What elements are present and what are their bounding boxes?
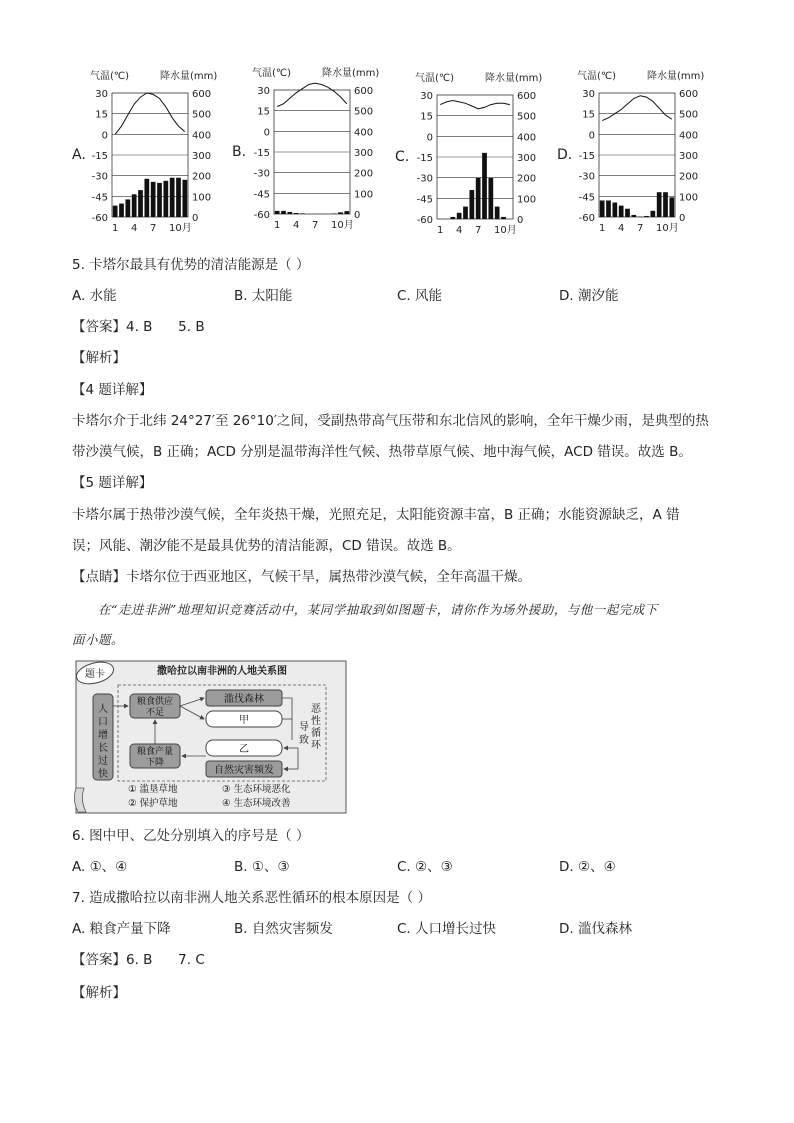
- chart-precip-tick: 200: [354, 168, 374, 180]
- chart-temp-tick: -15: [578, 151, 595, 162]
- chart-x-tick: 1: [273, 220, 281, 231]
- q7-stem: 7. 造成撒哈拉以南非洲人地关系恶性循环的根本原因是（ ）: [72, 890, 431, 906]
- chart-precip-title: 降水量(mm): [485, 73, 543, 84]
- answer-text-2: 6. B 7. C: [126, 952, 205, 968]
- chart-precip-tick: 100: [192, 192, 212, 204]
- disaster-text: 自然灾害频发: [214, 765, 274, 776]
- chart-precip-bar: [469, 190, 474, 219]
- chart-precip-bar: [619, 206, 624, 217]
- chart-precip-bar: [650, 211, 655, 217]
- chart-precip-bar: [300, 213, 305, 214]
- chart-precip-bar: [600, 200, 605, 217]
- intro-line2: 面小题。: [72, 632, 125, 647]
- answer-67: [72, 950, 205, 970]
- analysis-label-2: 【解析】: [72, 985, 126, 1001]
- answer-45: [72, 317, 205, 337]
- detail4-title: 【4 题详解】: [72, 382, 153, 398]
- chart-precip-tick: 400: [517, 132, 537, 144]
- q7-option-c[interactable]: C. 人口增长过快: [397, 921, 497, 937]
- chart-precip-bar: [476, 178, 481, 219]
- climate-charts-svg: [0, 60, 794, 250]
- chart-x-tick: 4: [292, 220, 300, 231]
- chart-precip-tick: 600: [517, 91, 537, 102]
- chart-precip-tick: 200: [517, 173, 537, 185]
- chart-precip-tick: 200: [192, 171, 212, 183]
- detail5-title: 【5 题详解】: [72, 475, 153, 491]
- chart-letter: D.: [557, 147, 573, 163]
- chart-precip-bar: [612, 203, 617, 217]
- chart-temp-tick: -15: [253, 148, 270, 159]
- chart-precip-bar: [625, 209, 630, 217]
- chart-precip-tick: 300: [679, 151, 699, 162]
- chart-precip-bar: [495, 207, 500, 219]
- chart-temp-tick: -45: [416, 194, 433, 206]
- q5-stem: 5. 卡塔尔最具有优势的清洁能源是（ ）: [72, 257, 310, 273]
- q6-stem: 6. 图中甲、乙处分别填入的序号是（ ）: [72, 828, 310, 844]
- chart-precip-bar: [287, 212, 292, 214]
- chart-precip-tick: 100: [517, 194, 537, 206]
- chart-temp-tick: -30: [578, 171, 595, 183]
- chart-x-tick: 7: [474, 225, 482, 236]
- chart-precip-tick: 500: [192, 109, 212, 121]
- chart-temp-tick: -15: [91, 151, 108, 162]
- chart-precip-bar: [294, 213, 299, 214]
- chart-temp-tick: -45: [253, 189, 270, 201]
- chart-x-tick: 7: [149, 223, 157, 234]
- jia-text: 甲: [239, 715, 249, 726]
- chart-precip-tick: 500: [354, 106, 374, 118]
- answer-text: 4. B 5. B: [126, 319, 205, 335]
- chart-temp-tick: -30: [91, 171, 108, 183]
- q6-option-b[interactable]: B. ①、③: [234, 859, 290, 875]
- dianjing-text: 卡塔尔位于西亚地区，气候干旱，属热带沙漠气候，全年高温干燥。: [126, 569, 531, 585]
- chart-letter: B.: [232, 144, 247, 160]
- legend-1: ① 滥垦草地: [128, 784, 178, 795]
- chart-precip-bar: [482, 153, 487, 219]
- chart-precip-title: 降水量(mm): [322, 68, 380, 79]
- dianjing: [72, 567, 531, 587]
- q7-option-a[interactable]: A. 粮食产量下降: [72, 921, 171, 937]
- chart-x-tick: 10月: [169, 223, 192, 234]
- q6-option-c[interactable]: C. ②、③: [397, 859, 453, 875]
- analysis-label: 【解析】: [72, 350, 126, 366]
- chart-precip-bar: [138, 190, 143, 217]
- chart-precip-bar: [119, 204, 124, 217]
- detail5-line2: 误；风能、潮汐能不是最具优势的清洁能源，CD 错误。故选 B。: [72, 538, 461, 554]
- climate-charts-row: [0, 60, 794, 250]
- chart-precip-tick: 300: [192, 151, 212, 162]
- chart-temp-tick: 30: [420, 91, 433, 102]
- q5-option-a[interactable]: A. 水能: [72, 288, 117, 304]
- chart-precip-bar: [151, 182, 156, 217]
- chart-precip-tick: 0: [354, 210, 361, 221]
- chart-x-tick: 1: [111, 223, 119, 234]
- chart-temp-tick: 15: [420, 111, 433, 123]
- chart-precip-bar: [157, 183, 162, 217]
- diagram-card: [72, 660, 348, 816]
- chart-x-tick: 4: [617, 223, 625, 234]
- chart-precip-title: 降水量(mm): [160, 71, 218, 82]
- detail4-line1: 卡塔尔介于北纬 24°27′至 26°10′之间，受副热带高气压带和东北信风的影响，全年干燥少雨，是典型的热: [72, 413, 709, 429]
- chart-temp-tick: 0: [101, 130, 108, 142]
- chart-x-tick: 4: [455, 225, 463, 236]
- chart-precip-bar: [450, 217, 455, 219]
- chart-precip-bar: [144, 179, 149, 217]
- q6-option-a[interactable]: A. ①、④: [72, 859, 128, 875]
- chart-temp-tick: 0: [263, 127, 270, 139]
- chart-temp-tick: 15: [95, 109, 108, 121]
- chart-precip-tick: 600: [354, 86, 374, 97]
- detail4-line2: 带沙漠气候，B 正确；ACD 分别是温带海洋性气候、热带草原气候、地中海气候，ACD 错误。故选 B。: [72, 444, 692, 460]
- chart-precip-bar: [344, 211, 349, 214]
- chart-x-tick: 10月: [656, 223, 679, 234]
- cycle-text: 恶性循环: [311, 704, 321, 751]
- chart-x-tick: 1: [598, 223, 606, 234]
- deforest-text: 滥伐森林: [224, 694, 264, 705]
- food-output-text: 粮食产量下降: [136, 747, 174, 768]
- diagram-svg: [72, 660, 348, 816]
- chart-x-tick: 7: [311, 220, 319, 231]
- detail5-line1: 卡塔尔属于热带沙漠气候，全年炎热干燥，光照充足，太阳能资源丰富，B 正确；水能资源缺乏，A 错: [72, 507, 680, 523]
- lead-text: 导致: [299, 722, 309, 746]
- chart-precip-bar: [281, 211, 286, 214]
- chart-precip-bar: [275, 211, 280, 214]
- chart-temp-tick: -60: [578, 213, 595, 224]
- chart-precip-tick: 200: [679, 171, 699, 183]
- chart-precip-bar: [182, 180, 187, 217]
- chart-temp-tick: 15: [582, 109, 595, 121]
- chart-precip-bar: [176, 178, 181, 217]
- chart-precip-bar: [132, 194, 137, 217]
- chart-precip-tick: 500: [517, 111, 537, 123]
- chart-precip-bar: [644, 216, 649, 217]
- chart-temp-tick: -15: [416, 153, 433, 164]
- chart-precip-tick: 600: [679, 89, 699, 100]
- dianjing-label: 【点睛】: [72, 569, 126, 585]
- pop-text: 人口增长过快: [98, 704, 108, 780]
- chart-temp-tick: -60: [416, 215, 433, 226]
- chart-temp-tick: -30: [253, 168, 270, 180]
- q5-option-b[interactable]: B. 太阳能: [234, 288, 293, 304]
- legend-4: ④ 生态环境改善: [222, 798, 291, 809]
- yi-text: 乙: [239, 744, 249, 755]
- chart-precip-tick: 300: [517, 153, 537, 164]
- chart-temp-line: [440, 101, 510, 109]
- chart-precip-bar: [663, 192, 668, 217]
- chart-temp-title: 气温(℃): [252, 68, 292, 79]
- legend-3: ③ 生态环境恶化: [222, 784, 291, 795]
- chart-x-tick: 1: [436, 225, 444, 236]
- answer-label-2: 【答案】: [72, 952, 126, 968]
- chart-precip-tick: 100: [679, 192, 699, 204]
- answer-label: 【答案】: [72, 319, 126, 335]
- chart-precip-tick: 300: [354, 148, 374, 159]
- chart-precip-tick: 100: [354, 189, 374, 201]
- chart-precip-tick: 0: [192, 213, 199, 224]
- chart-temp-tick: 30: [95, 89, 108, 100]
- chart-temp-tick: 30: [582, 89, 595, 100]
- chart-precip-bar: [657, 192, 662, 217]
- chart-temp-tick: -60: [91, 213, 108, 224]
- chart-precip-tick: 500: [679, 109, 699, 121]
- chart-precip-bar: [163, 181, 168, 217]
- q5-option-d[interactable]: D. 潮汐能: [559, 288, 619, 304]
- chart-temp-tick: -60: [253, 210, 270, 221]
- legend-2: ② 保护草地: [128, 798, 178, 809]
- chart-temp-tick: -45: [578, 192, 595, 204]
- chart-precip-bar: [113, 206, 118, 217]
- chart-precip-tick: 0: [517, 215, 524, 226]
- chart-precip-bar: [170, 178, 175, 217]
- q7-option-b[interactable]: B. 自然灾害频发: [234, 921, 333, 937]
- chart-temp-title: 气温(℃): [415, 73, 455, 84]
- chart-precip-bar: [457, 213, 462, 219]
- food-supply-text: 粮食供应不足: [136, 697, 174, 718]
- chart-temp-title: 气温(℃): [577, 71, 617, 82]
- diagram-title: 撒哈拉以南非洲的人地关系图: [157, 666, 287, 677]
- chart-letter: A.: [72, 147, 86, 163]
- chart-precip-bar: [606, 200, 611, 217]
- chart-precip-bar: [669, 197, 674, 217]
- chart-precip-bar: [631, 215, 636, 217]
- chart-temp-tick: 15: [257, 106, 270, 118]
- q7-option-d[interactable]: D. 滥伐森林: [559, 921, 632, 937]
- chart-precip-bar: [488, 178, 493, 219]
- card-tag-text: 题卡: [85, 669, 105, 680]
- chart-x-tick: 10月: [331, 220, 354, 231]
- chart-temp-title: 气温(℃): [90, 71, 130, 82]
- chart-precip-bar: [125, 199, 130, 217]
- chart-precip-bar: [463, 207, 468, 219]
- chart-precip-tick: 0: [679, 213, 686, 224]
- chart-precip-bar: [338, 212, 343, 214]
- chart-letter: C.: [395, 149, 410, 165]
- chart-temp-tick: -45: [91, 192, 108, 204]
- q6-option-d[interactable]: D. ②、④: [559, 859, 616, 875]
- chart-precip-tick: 400: [679, 130, 699, 142]
- chart-x-tick: 4: [130, 223, 138, 234]
- chart-x-tick: 7: [636, 223, 644, 234]
- chart-temp-tick: -30: [416, 173, 433, 185]
- q5-option-c[interactable]: C. 风能: [397, 288, 443, 304]
- chart-precip-tick: 400: [354, 127, 374, 139]
- chart-temp-line: [277, 83, 347, 106]
- chart-precip-title: 降水量(mm): [647, 71, 705, 82]
- chart-temp-tick: 30: [257, 86, 270, 97]
- intro-line1: 在“走进非洲”地理知识竞赛活动中，某同学抽取到如图题卡，请你作为场外援助，与他一起完成下: [98, 602, 658, 617]
- chart-temp-line: [602, 96, 672, 121]
- chart-temp-tick: 0: [588, 130, 595, 142]
- chart-precip-tick: 400: [192, 130, 212, 142]
- chart-x-tick: 10月: [494, 225, 517, 236]
- chart-precip-bar: [501, 217, 506, 219]
- chart-temp-tick: 0: [426, 132, 433, 144]
- chart-precip-tick: 600: [192, 89, 212, 100]
